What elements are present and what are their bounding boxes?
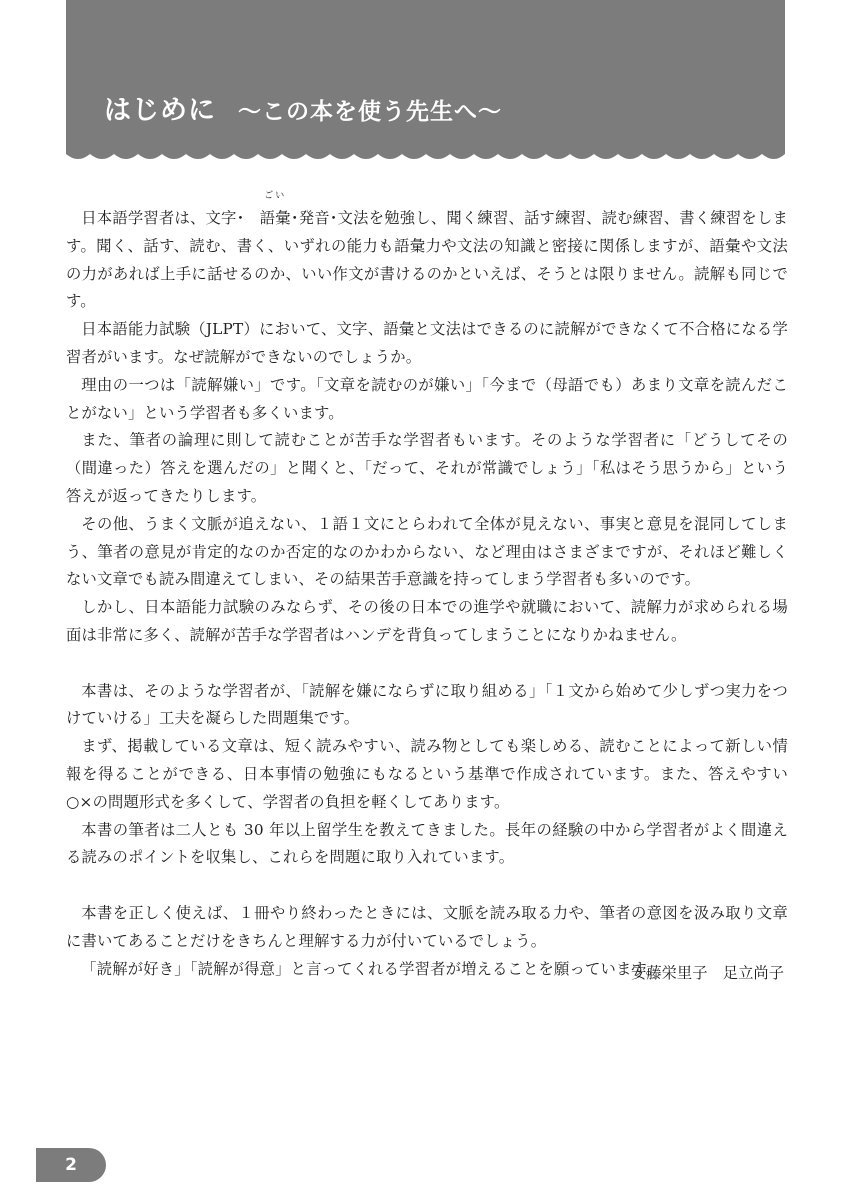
- paragraph-6: しかし、日本語能力試験のみならず、その後の日本での進学や就職において、読解力が求められる場面は非常に多く、読解が苦手な学習者はハンデを背負ってしまうことになりかねません。: [66, 598, 788, 644]
- paragraph-5: その他、うまく文脈が追えない、１語１文にとらわれて全体が見えない、事実と意見を混同してしまう、筆者の意見が肯定的なのか否定的なのかわからない、など理由はさまざまですが、それほど難しくない文章でも読み間違えてしまい、その結果苦手意識を持ってしまう学習者も多いのです。: [66, 514, 788, 589]
- paragraph-4: また、筆者の論理に則して読むことが苦手な学習者もいます。そのような学習者に「どうしてその（間違った）答えを選んだの」と聞くと、「だって、それが常識でしょう」「私はそう思うから」という答えが返ってきたりします。: [66, 431, 788, 505]
- page-number-badge: 2: [36, 1148, 106, 1182]
- paragraph-8: まず、掲載している文章は、短く読みやすい、読み物としても楽しめる、読むことによって新しい情報を得ることができる、日本事情の勉強にもなるという基準で作成されています。また、答えやすい○×の問題形式を多くして、学習者の負担を軽くしてあります。: [66, 737, 788, 811]
- paragraph-1: 日本語学習者は、文字･ ごい 語彙･発音･文法を勉強し、聞く練習、話す練習、読む練習、書く練習をします。聞く、話す、読む、書く、いずれの能力も語彙力や文法の知識と密接に関係しますが、語彙や文法の力があれば上手に話せるのか、いい作文が書けるのかといえば、そうとは限りません。読解も同じです。: [66, 191, 788, 311]
- body-text: [66, 191, 788, 983]
- ruby-word: ごい 語彙: [244, 205, 290, 233]
- paragraph-10: 本書を正しく使えば、１冊やり終わったときには、文脈を読み取る力や、筆者の意図を汲み取り文章に書いてあることだけをきちんと理解する力が付いているでしょう。: [66, 903, 788, 950]
- ruby-reading: ごい: [264, 191, 287, 201]
- wave-edge: [66, 150, 785, 162]
- paragraph-2: 日本語能力試験（JLPT）において、文字、語彙と文法はできるのに読解ができなくて不合格になる学習者がいます。なぜ読解ができないのでしょうか。: [66, 320, 788, 366]
- header-band: [66, 0, 785, 152]
- paragraph-3: 理由の一つは「読解嫌い」です。「文章を読むのが嫌い」「今まで（母語でも）あまり文章を読んだことがない」という学習者も多くいます。: [66, 375, 788, 422]
- title-main: はじめに: [104, 95, 216, 126]
- paragraph-7: 本書は、そのような学習者が、「読解を嫌にならずに取り組める」「１文から始めて少しずつ実力をつけていける」工夫を凝らした問題集です。: [66, 681, 788, 728]
- paragraph-11: 「読解が好き」「読解が得意」と言ってくれる学習者が増えることを願っています。: [81, 959, 662, 978]
- paragraph-9: 本書の筆者は二人とも 30 年以上留学生を教えてきました。長年の経験の中から学習者がよく間違える読みのポイントを収集し、これらを問題に取り入れています。: [66, 820, 788, 867]
- author-signature: 安藤栄里子 足立尚子: [631, 964, 784, 982]
- title-subtitle: ～この本を使う先生へ～: [238, 99, 502, 125]
- page-title: [104, 88, 502, 127]
